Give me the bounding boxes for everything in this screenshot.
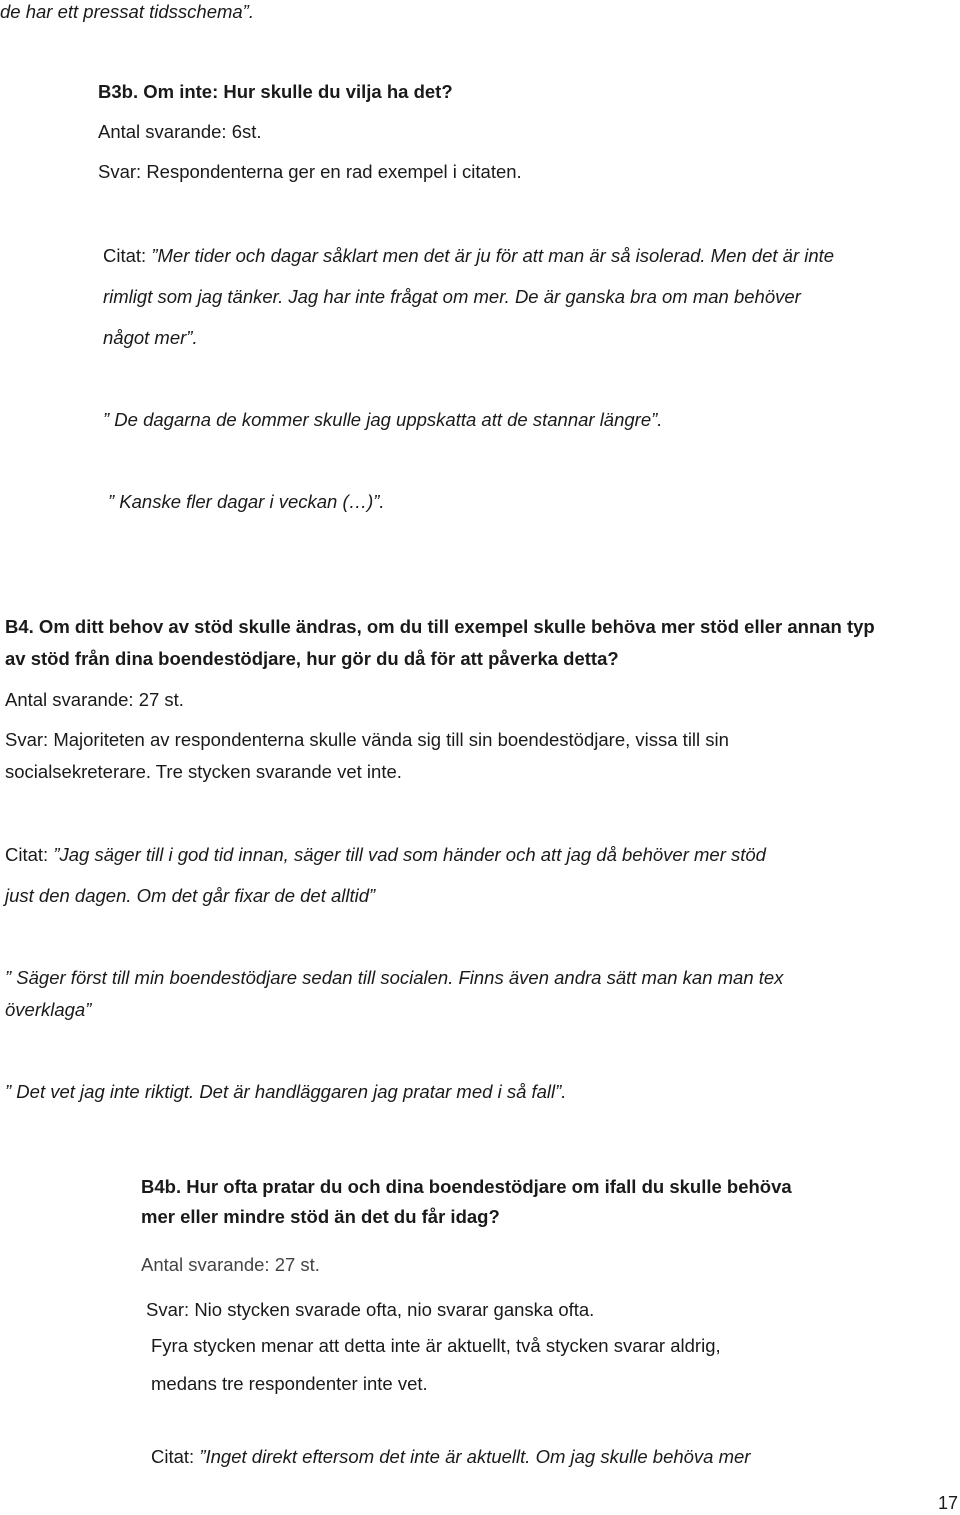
b4-quote-label: Citat: <box>5 844 54 865</box>
b4-quote-1-line-2: just den dagen. Om det går fixar de det alltid” <box>5 885 376 906</box>
b4b-heading-line-2: mer eller mindre stöd än det du får idag? <box>141 1206 500 1227</box>
b4-respondents: Antal svarande: 27 st. <box>5 689 184 710</box>
b3b-quote-3: ” Kanske fler dagar i veckan (…)”. <box>108 491 385 512</box>
b3b-quote-1-line-1 <box>103 244 834 268</box>
b3b-quote-1-text: ”Mer tider och dagar såklart men det är ju för att man är så isolerad. Men det är inte <box>151 245 835 266</box>
b4-heading-line-1: B4. Om ditt behov av stöd skulle ändras, om du till exempel skulle behöva mer stöd eller annan typ <box>5 616 875 637</box>
b4-heading-line-2: av stöd från dina boendestödjare, hur gör du då för att påverka detta? <box>5 648 619 669</box>
b4b-quote-1 <box>151 1445 750 1469</box>
page-number: 17 <box>937 1493 958 1513</box>
b3b-quote-2: ” De dagarna de kommer skulle jag uppskatta att de stannar längre”. <box>103 409 663 430</box>
b4-answer-line-2: socialsekreterare. Tre stycken svarande vet inte. <box>5 761 402 782</box>
b4-quote-3: ” Det vet jag inte riktigt. Det är handläggaren jag pratar med i så fall”. <box>5 1081 567 1102</box>
b3b-heading: B3b. Om inte: Hur skulle du vilja ha det? <box>98 81 453 102</box>
b4-quote-2-line-2: överklaga” <box>5 999 92 1020</box>
b4b-quote-label: Citat: <box>151 1446 200 1467</box>
b4-quote-1-text: ”Jag säger till i god tid innan, säger till vad som händer och att jag då behöver mer stöd <box>53 844 766 865</box>
top-fragment: de har ett pressat tidsschema”. <box>0 1 254 22</box>
b3b-quote-label: Citat: <box>103 245 152 266</box>
b4-answer-line-1: Svar: Majoriteten av respondenterna skulle vända sig till sin boendestödjare, vissa till sin <box>5 729 729 750</box>
b4-quote-2-line-1: ” Säger först till min boendestödjare sedan till socialen. Finns även andra sätt man kan man tex <box>5 967 784 988</box>
b3b-respondents: Antal svarande: 6st. <box>98 121 262 142</box>
b4-quote-1-line-1 <box>5 843 766 867</box>
b4b-answer-line-2: Fyra stycken menar att detta inte är aktuellt, två stycken svarar aldrig, <box>151 1335 721 1356</box>
b3b-quote-1-line-3: något mer”. <box>103 327 198 348</box>
b4b-quote-1-text: ”Inget direkt eftersom det inte är aktuellt. Om jag skulle behöva mer <box>199 1446 751 1467</box>
b3b-answer: Svar: Respondenterna ger en rad exempel i citaten. <box>98 161 522 182</box>
b4b-answer-line-3: medans tre respondenter inte vet. <box>151 1373 428 1394</box>
b4b-answer-line-1: Svar: Nio stycken svarade ofta, nio svarar ganska ofta. <box>146 1299 595 1320</box>
b3b-quote-1-line-2: rimligt som jag tänker. Jag har inte frågat om mer. De är ganska bra om man behöver <box>103 286 801 307</box>
b4b-respondents: Antal svarande: 27 st. <box>141 1254 320 1275</box>
b4b-heading-line-1: B4b. Hur ofta pratar du och dina boendestödjare om ifall du skulle behöva <box>141 1176 792 1197</box>
